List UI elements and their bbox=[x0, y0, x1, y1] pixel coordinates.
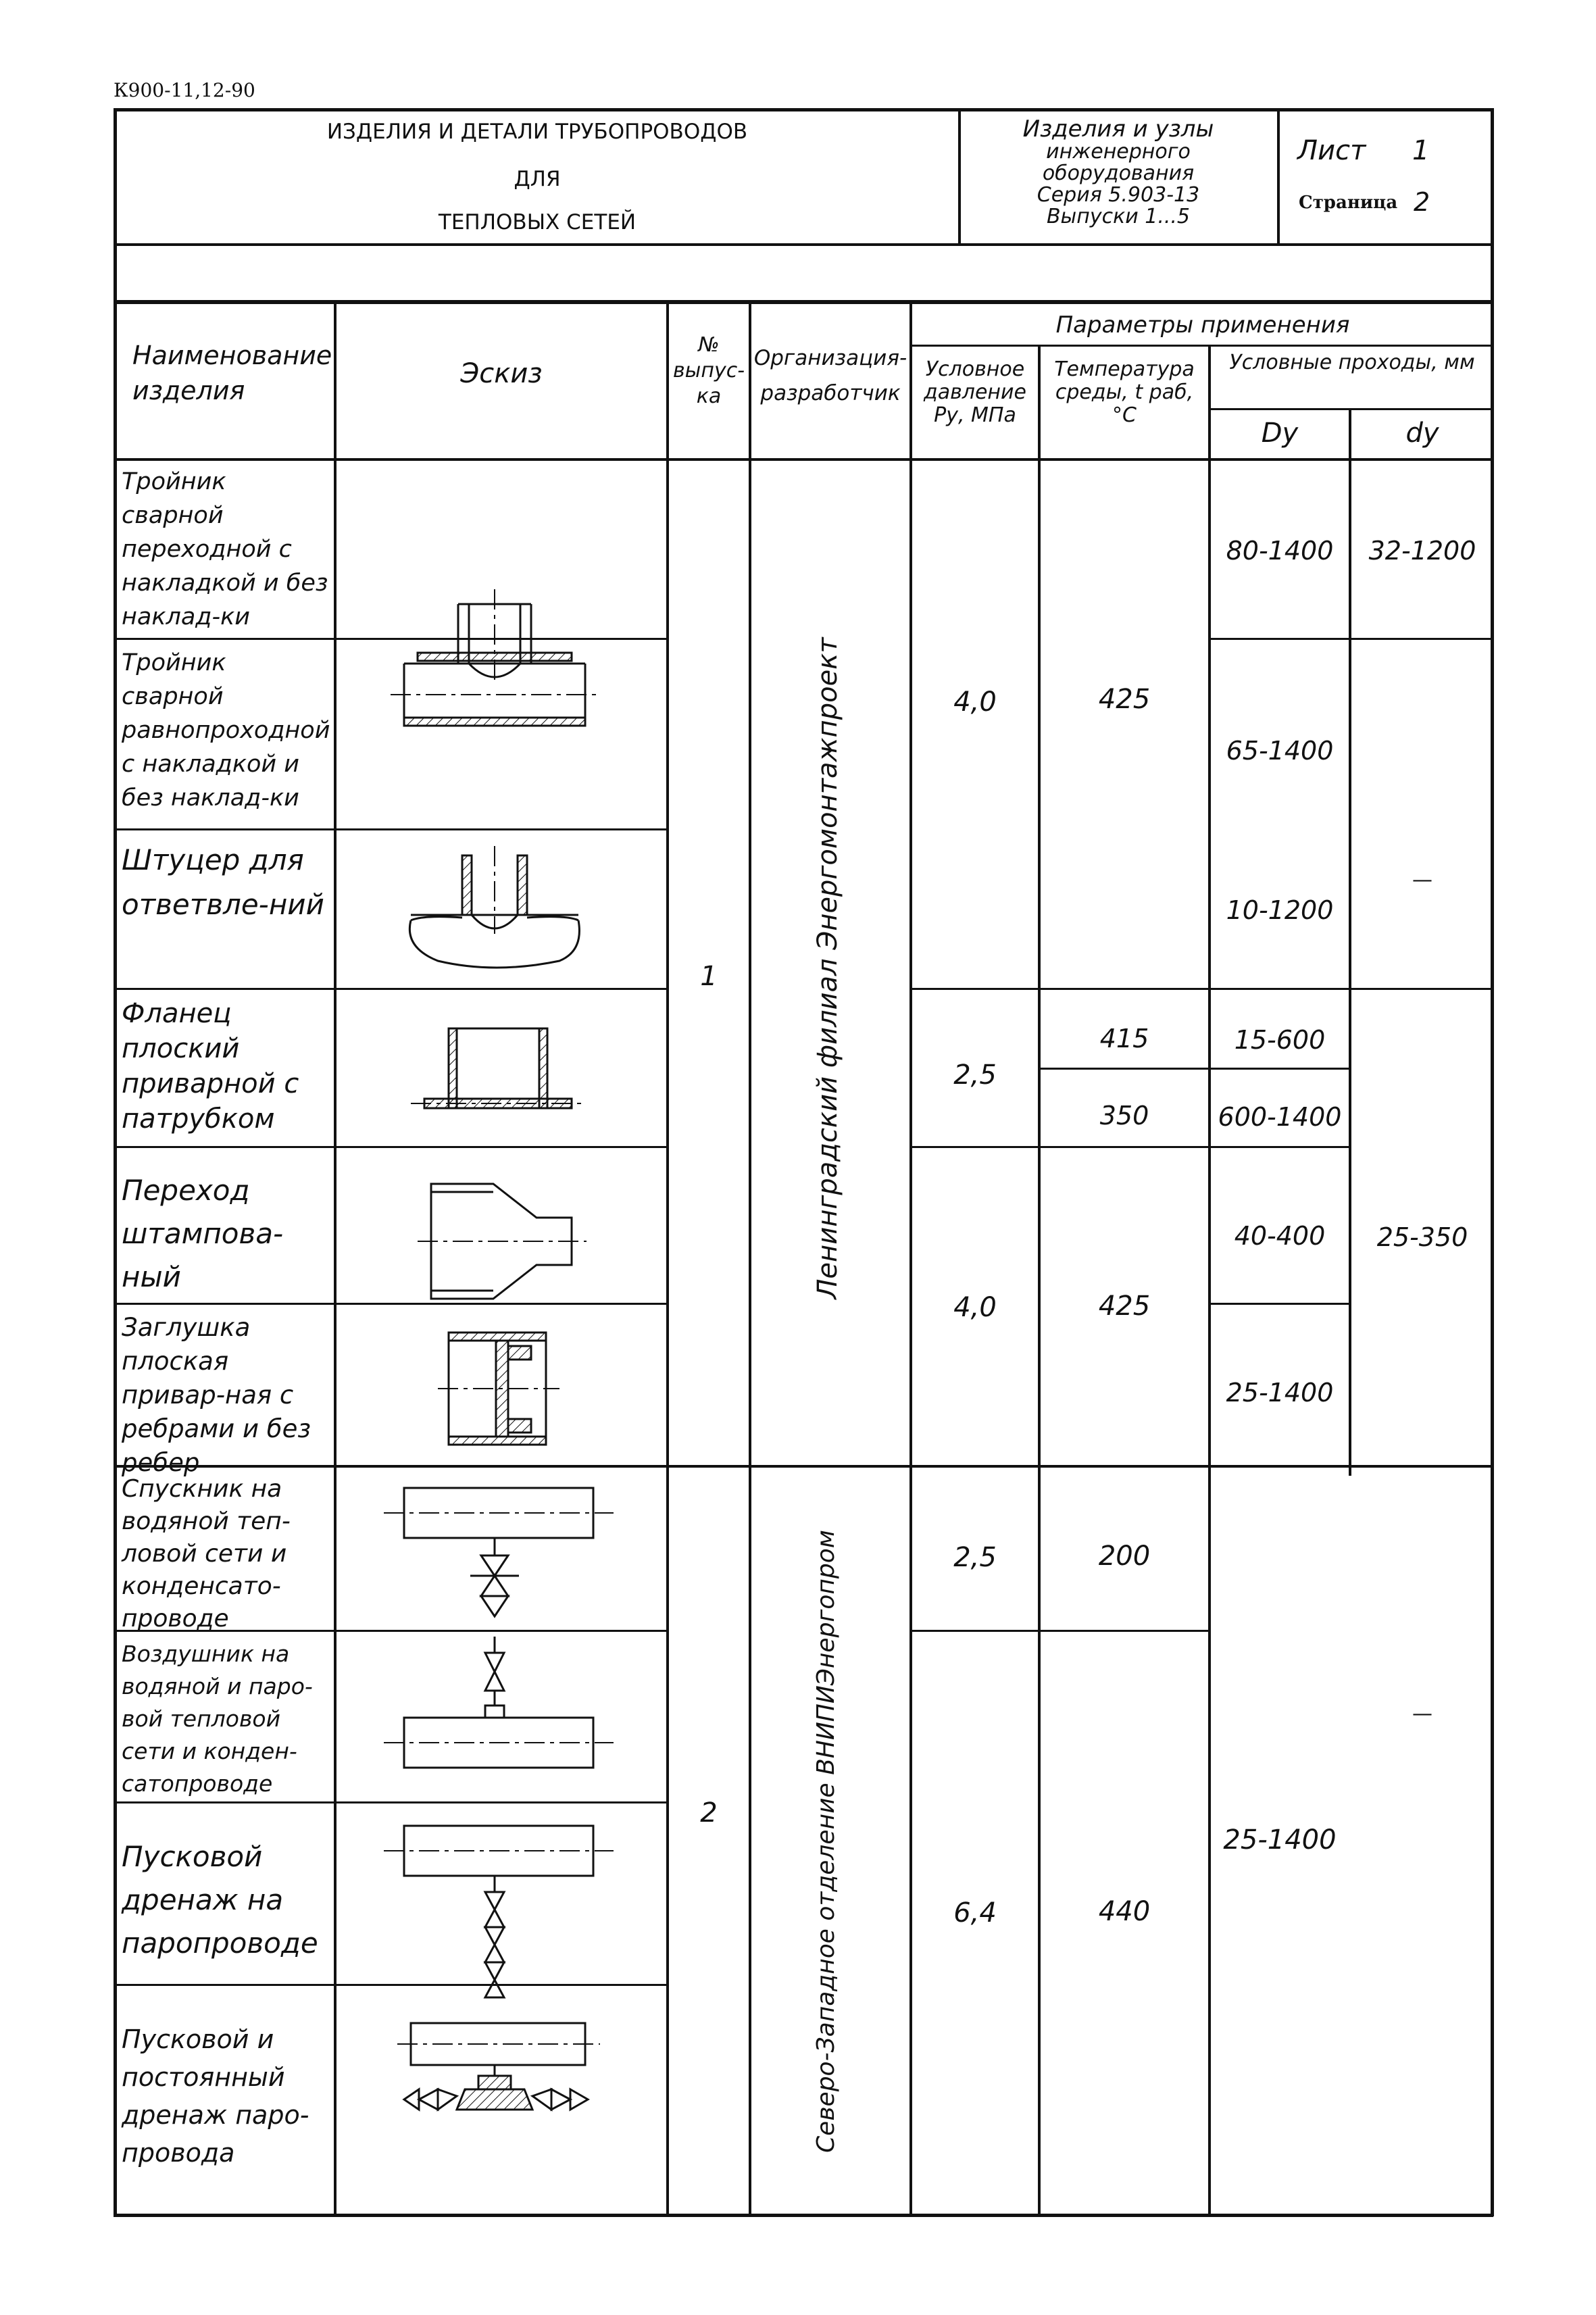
sketch-column bbox=[336, 461, 666, 2214]
sheet-number: 1 bbox=[1412, 135, 1430, 166]
drain-sketch bbox=[384, 1488, 614, 1616]
nozzle-sketch bbox=[409, 846, 579, 968]
title-line-3: ТЕПЛОВЫХ СЕТЕЙ bbox=[438, 210, 637, 234]
row-name-4: Фланец плоский приварной с патрубком bbox=[122, 998, 299, 1135]
row-name-6: Заглушка плоская привар-ная с ребрами и без ребер bbox=[122, 1313, 311, 1477]
sheet-label: Лист bbox=[1297, 135, 1366, 166]
row-name-2: Тройник сварной равнопроходной с накладкой и без наклад-ки bbox=[122, 649, 330, 812]
row-name-10: Пусковой и постоянный дренаж паро-провода bbox=[122, 2024, 309, 2168]
page-number: 2 bbox=[1414, 187, 1430, 217]
row-name-8: Воздушник на водяной и паро-вой тепловой сети и конден-сатопроводе bbox=[122, 1641, 313, 1797]
series-line-2: инженерного bbox=[1046, 140, 1191, 164]
Dy-row-1: 80-1400 bbox=[1226, 536, 1334, 566]
pressure-group-2: 2,5 bbox=[953, 1060, 997, 1091]
header-name: Наименование изделия bbox=[132, 341, 332, 405]
pressure-group-1: 4,0 bbox=[953, 687, 997, 718]
org-1: Ленинградский филиал Энергомонтажпроект bbox=[812, 637, 843, 1299]
temperature-group-5: 440 bbox=[1098, 1896, 1151, 1927]
temperature-group-3: 425 bbox=[1098, 1291, 1151, 1322]
issue-2: 2 bbox=[700, 1797, 718, 1828]
header-passages: Условные проходы, мм bbox=[1229, 351, 1475, 374]
temperature-flange-1: 415 bbox=[1099, 1024, 1149, 1053]
header-params: Параметры применения bbox=[1055, 312, 1350, 339]
title-line-1: ИЗДЕЛИЯ И ДЕТАЛИ ТРУБОПРОВОДОВ bbox=[326, 120, 748, 144]
series-line-3: оборудования bbox=[1042, 161, 1195, 185]
title-line-2: ДЛЯ bbox=[514, 167, 561, 191]
vent-sketch bbox=[384, 1637, 614, 1768]
header-issue: № выпус- ка bbox=[672, 333, 745, 408]
row-name-5: Переход штампова-ный bbox=[122, 1174, 284, 1293]
series-line-4: Серия 5.903-13 bbox=[1037, 183, 1200, 207]
series-line-1: Изделия и узлы bbox=[1022, 116, 1214, 143]
document-code: К900-11,12-90 bbox=[114, 79, 255, 101]
row-name-7: Спускник на водяной теп-ловой сети и конденсато-проводе bbox=[122, 1475, 291, 1633]
Dy-row-2: 65-1400 bbox=[1226, 736, 1334, 766]
header-temperature: Температура среды, t раб, °С bbox=[1054, 357, 1195, 427]
row-name-9: Пусковой дренаж на паропроводе bbox=[122, 1840, 318, 1960]
org-2: Северо-Западное отделение ВНИПИЭнергопром bbox=[812, 1530, 840, 2153]
Dy-row-4a: 15-600 bbox=[1234, 1025, 1326, 1055]
reducer-sketch bbox=[418, 1184, 587, 1299]
Dy-row-6: 25-1400 bbox=[1226, 1378, 1334, 1408]
pressure-group-3: 4,0 bbox=[953, 1292, 997, 1323]
row-name-3: Штуцер для ответвле-ний bbox=[122, 843, 324, 921]
temperature-flange-2: 350 bbox=[1099, 1101, 1149, 1130]
header-sketch: Эскиз bbox=[460, 358, 543, 389]
tee-sketch bbox=[391, 589, 599, 726]
dy-dash-1: — bbox=[1412, 868, 1432, 892]
Dy-group-2: 25-1400 bbox=[1223, 1824, 1337, 1856]
pressure-group-4: 2,5 bbox=[953, 1542, 997, 1573]
flange-sketch bbox=[411, 1028, 585, 1108]
permanent-drain-sketch bbox=[397, 2023, 600, 2110]
header-org: Организация- разработчик bbox=[753, 346, 907, 405]
page-label: Страница bbox=[1299, 193, 1398, 213]
temperature-group-4: 200 bbox=[1098, 1541, 1151, 1572]
header-pressure: Условное давление Ру, МПа bbox=[923, 357, 1026, 427]
dy-row-5: 25-350 bbox=[1376, 1222, 1468, 1252]
Dy-row-3: 10-1200 bbox=[1226, 895, 1334, 925]
pressure-group-5: 6,4 bbox=[953, 1897, 997, 1928]
temperature-group-1: 425 bbox=[1098, 684, 1151, 715]
dy-row-1: 32-1200 bbox=[1368, 536, 1476, 566]
Dy-row-5: 40-400 bbox=[1234, 1221, 1326, 1251]
header-Dy: Dy bbox=[1261, 418, 1299, 449]
plug-sketch bbox=[438, 1333, 559, 1445]
row-name-1: Тройник сварной переходной с накладкой и без наклад-ки bbox=[122, 468, 328, 630]
issue-1: 1 bbox=[700, 961, 718, 992]
Dy-row-4b: 600-1400 bbox=[1218, 1102, 1342, 1132]
header-dy: dy bbox=[1405, 418, 1439, 449]
dy-dash-2: — bbox=[1412, 1702, 1432, 1726]
startup-drain-sketch bbox=[384, 1826, 614, 1997]
series-line-5: Выпуски 1...5 bbox=[1046, 205, 1191, 228]
